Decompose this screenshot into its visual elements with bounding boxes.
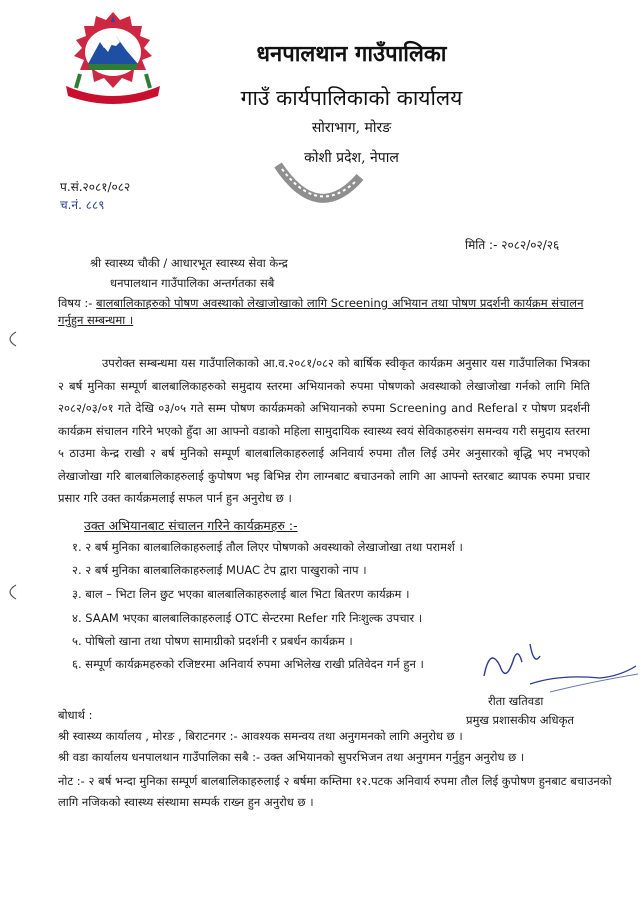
- reference-number: प.सं.२०८१/०८२: [60, 180, 131, 194]
- cc-note: नोट :- २ बर्ष भन्दा मुनिका सम्पूर्ण बालबालिकाहरुलाई २ बर्षमा कम्तिमा १२.पटक अनिवार्य रुपमा तौल लिई कुपोषण हुनबाट बचाउनको लागि नजिकको स्वास्थ्य संस्थामा सम्पर्क राख्न हुन अनुरोध छ ।: [58, 774, 612, 809]
- margin-mark: [2, 583, 20, 601]
- list-item: ४. SAAM भएका बालबालिकाहरुलाई OTC सेन्टरमा Refer गरि निःशुल्क उपचार ।: [72, 611, 423, 625]
- office-province: कोशी प्रदेश, नेपाल: [304, 150, 399, 166]
- list-item: १. २ बर्ष मुनिका बालबालिकाहरुलाई तौल लिएर पोषणको अवस्थाको लेखाजोखा तथा परामर्श ।: [72, 540, 463, 554]
- list-item: २. २ बर्ष मुनिका बालबालिकाहरुलाई MUAC टेप द्वारा पाखुराको नाप ।: [72, 563, 367, 577]
- subject-text: बालबालिकाहरुको पोषण अवस्थाको लेखाजोखाको लागि Screening अभियान तथा पोषण प्रदर्शनी कार्यक्रम संचालन गर्नुहुन सम्बन्धमा ।: [58, 296, 584, 327]
- municipality-name: धनपालथान गाउँपालिका: [256, 41, 447, 67]
- cc-label: बोधार्थ :: [58, 708, 93, 722]
- cc-item: श्री स्वास्थ्य कार्यालय , मोरङ , बिराटनगर :- आवश्यक समन्वय तथा अनुगमनको लागि अनुरोध छ ।: [58, 729, 463, 743]
- body-paragraph: उपरोक्त सम्बन्धमा यस गाउँपालिकाको आ.व.२०८१/०८२ को बार्षिक स्वीकृत कार्यक्रम अनुसार यस गाउँपालिका भित्रका २ बर्ष मुनिका सम्पूर्ण बालबालिकाहरुको समुदाय स्तरमा अभियानको रुपमा पोषणको अवस्थाको लेखाजोखा गर्नको लागि मिति २०८२/०३/०१ गते देखि ०३/०५ गते सम्म पोषण कार्यक्रमको अभियानको रुपमा Screening and Referal र पोषण प्रदर्शनी कार्यक्रम संचालन गरिने भएको हुँदा आ आफ्नो वडाको महिला सामुदायिक स्वास्थ्य स्वयं सेविकाहरुसंग समन्वय गरी समुदाय स्तरमा ५ ठाउमा केन्द्र राखी २ बर्ष मुनिको सम्पूर्ण बालबालिकाहरुलाई अनिवार्य रुपमा तौल लिई उमेर अनुसारको बृद्धि भए नभएको लेखाजोखा गरि बालबालिकाहरुलाई कुपोषण भइ बिभिन्न रोग लाग्नबाट बचाउनको लागि आ आफ्नो स्तरबाट ब्यापक रुपमा प्रचार प्रसार गरि उक्त कार्यक्रमलाई सफल पार्न हुन अनुरोध छ ।: [58, 356, 590, 505]
- signatory-name: रीता खतिवडा: [488, 694, 544, 708]
- list-item: ३. बाल – भिटा लिन छुट भएका बालबालिकाहरुलाई बाल भिटा बितरण कार्यक्रम ।: [72, 587, 410, 601]
- letter-date: मिति :- २०८२/०२/२६: [465, 238, 560, 252]
- subject-label: विषय :-: [58, 296, 93, 310]
- dispatch-number: च.नं. ८८९: [60, 198, 105, 212]
- office-stamp: [268, 155, 368, 217]
- list-item: ५. पोषिलो खाना तथा पोषण सामाग्रीको प्रदर्शनी र प्रबर्धन कार्यक्रम ।: [72, 634, 353, 648]
- programs-heading: उक्त अभियानबाट संचालन गरिने कार्यक्रमहरु :-: [84, 518, 298, 533]
- recipient-line-1: श्री स्वास्थ्य चौकी / आधारभूत स्वास्थ्य सेवा केन्द्र: [90, 256, 288, 270]
- office-name: गाउँ कार्यपालिकाको कार्यालय: [240, 86, 463, 110]
- office-address: सोराभाग, मोरङ: [311, 120, 392, 136]
- signatory-designation: प्रमुख प्रशासकीय अधिकृत: [466, 713, 574, 727]
- list-item: ६. सम्पूर्ण कार्यक्रमहरुको रजिष्टरमा अनिवार्य रुपमा अभिलेख राखी प्रतिवेदन गर्न हुन ।: [72, 657, 424, 671]
- margin-mark: [2, 330, 20, 348]
- cc-item: श्री वडा कार्यालय धनपालथान गाउँपालिका सबै :- उक्त अभियानको सुपरभिजन तथा अनुगमन गर्नुहुन अनुरोध छ ।: [58, 750, 525, 764]
- subject: [58, 295, 590, 329]
- recipient-line-2: धनपालथान गाउँपालिका अन्तर्गतका सबै: [110, 276, 275, 290]
